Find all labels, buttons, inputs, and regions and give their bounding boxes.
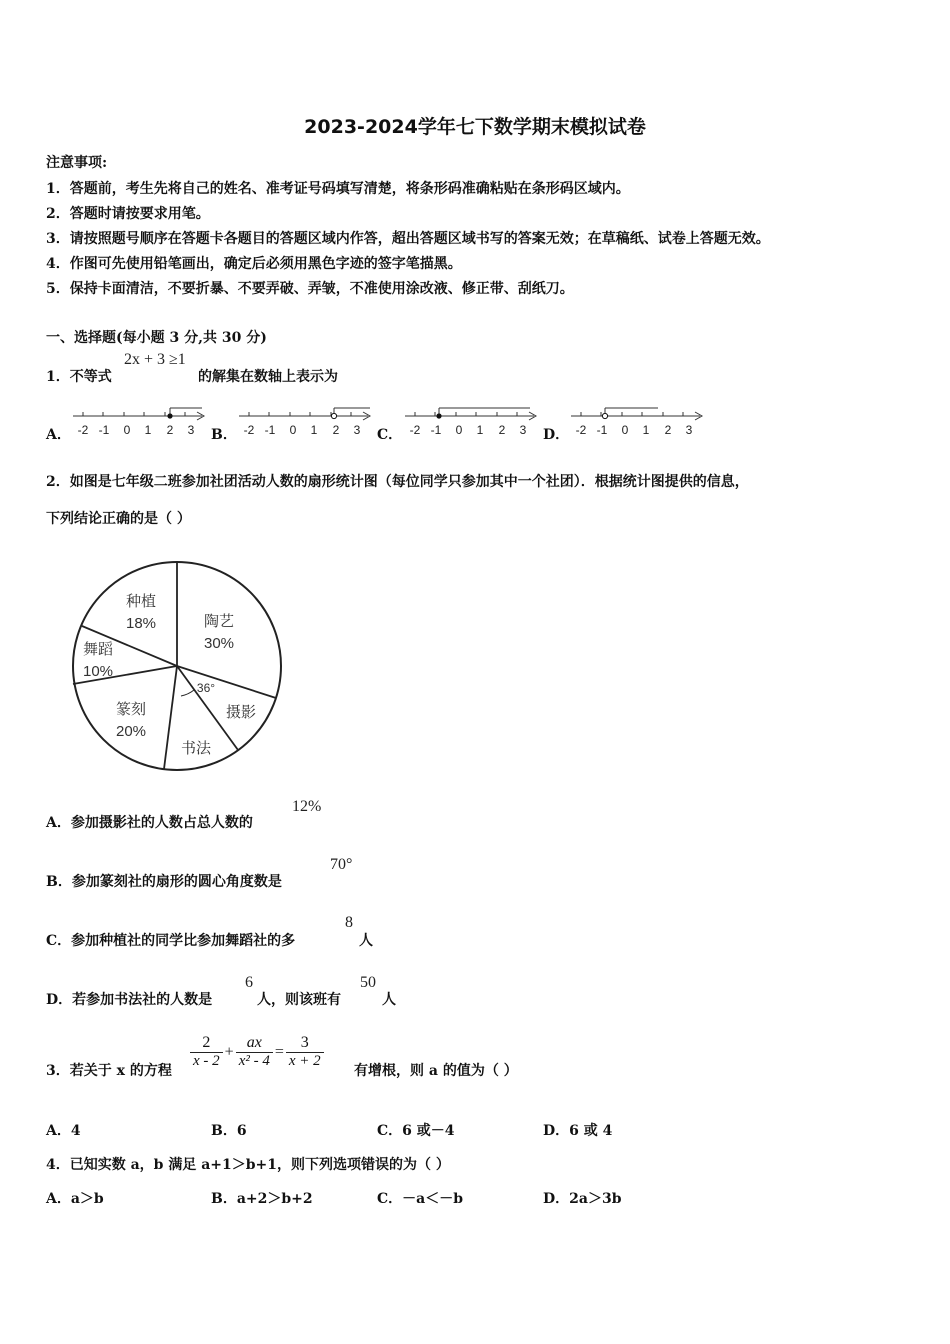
notice-heading: 注意事项: [46,155,108,171]
pie-percent-planting: 18% [125,615,157,632]
q2-pie-chart [68,556,288,778]
tick-label: -1 [98,423,110,437]
pie-label-seal-carving: 篆刻 [115,701,147,718]
tick-label: 1 [476,423,484,437]
q1-option-b-label: B． [211,427,237,443]
tick-label: 3 [353,423,361,437]
q3-equals: = [274,1043,284,1061]
tick-label: 2 [332,423,340,437]
q3-option-b: B．6 [211,1123,247,1139]
tick-label: 0 [123,423,131,437]
tick-label: -1 [264,423,276,437]
tick-label: 2 [664,423,672,437]
q1-number-line-b [236,404,376,440]
q2-option-d-tail: 人 [382,992,396,1008]
tick-label: 1 [310,423,318,437]
tick-label: 0 [455,423,463,437]
q3-suffix: 有增根，则 a 的值为（ ） [354,1063,518,1079]
tick-label: 3 [685,423,693,437]
pie-label-planting: 种植 [125,593,157,610]
tick-label: 2 [498,423,506,437]
tick-label: 1 [144,423,152,437]
q2-option-c-math: 8 [345,914,353,931]
q2-option-b-math: 70° [330,856,353,873]
page-title: 2023-2024学年七下数学期末模拟试卷 [304,116,646,138]
q3-option-d: D．6 或 4 [543,1123,613,1139]
q1-number-line-d [568,404,708,440]
notice-item-3: 3．请按照题号顺序在答题卡各题目的答题区域内作答，超出答题区域书写的答案无效；在草稿纸、试卷上答题无效。 [46,231,770,247]
q1-number-line-c [402,404,542,440]
q1-inequality: 2x + 3 ≥1 [124,351,186,368]
q1-prefix: 1．不等式 [46,369,112,385]
q2-line-1: 2．如图是七年级二班参加社团活动人数的扇形统计图（每位同学只参加其中一个社团）．根据统计图提供的信息， [46,474,749,490]
q1-number-line-a [70,404,210,440]
q2-option-a: A．参加摄影社的人数占总人数的 [46,815,253,831]
q1-option-d-label: D． [543,427,570,443]
q1-option-c-label: C． [377,427,403,443]
q2-option-d: D．若参加书法社的人数是 [46,992,213,1008]
tick-label: -2 [243,423,255,437]
q1-b-point [331,413,336,418]
q1-option-a-label: A． [46,427,71,443]
q4-option-a: A．a＞b [46,1191,104,1207]
q4-option-c: C．－a＜－b [377,1191,464,1207]
pie-percent-dance: 10% [82,663,114,680]
tick-label: -2 [409,423,421,437]
q3-plus: + [224,1043,234,1061]
q2-option-d-mid: 人，则该班有 [257,992,341,1008]
notice-item-1: 1．答题前，考生先将自己的姓名、准考证号码填写清楚，将条形码准确粘贴在条形码区域内。 [46,181,630,197]
tick-label: 1 [642,423,650,437]
q2-option-d-math: 6 [245,974,253,991]
tick-label: -1 [430,423,442,437]
pie-label-dance: 舞蹈 [82,641,114,658]
tick-label: 0 [289,423,297,437]
q4-option-d: D．2a＞3b [543,1191,622,1207]
q4-text: 4．已知实数 a，b 满足 a+1＞b+1，则下列选项错误的为（ ） [46,1157,450,1173]
q1-suffix: 的解集在数轴上表示为 [198,369,338,385]
q3-prefix: 3．若关于 x 的方程 [46,1063,172,1079]
q3-fraction-2: $\frac{ax}{\text{x² - 4}}$ [236,1034,273,1070]
q3-option-a: A．4 [46,1123,81,1139]
tick-label: 3 [519,423,527,437]
q2-option-c-tail: 人 [359,933,373,949]
tick-label: 2 [166,423,174,437]
tick-label: 0 [621,423,629,437]
q2-option-a-math: 12% [292,798,322,815]
q2-option-d-math2: 50 [360,974,376,991]
tick-label: 3 [187,423,195,437]
tick-label: -2 [77,423,89,437]
q3-equation [188,1034,326,1070]
notice-item-5: 5．保持卡面清洁，不要折暴、不要弄破、弄皱，不准使用涂改液、修正带、刮纸刀。 [46,281,574,297]
notice-item-4: 4．作图可先使用铅笔画出，确定后必须用黑色字迹的签字笔描黑。 [46,256,462,272]
q1-d-point [602,413,607,418]
q2-option-b: B．参加篆刻社的扇形的圆心角度数是 [46,874,282,890]
q2-option-c: C．参加种植社的同学比参加舞蹈社的多 [46,933,296,949]
pie-label-calligraphy: 书法 [180,740,212,757]
q4-option-b: B．a+2＞b+2 [211,1191,313,1207]
tick-label: -2 [575,423,587,437]
q3-option-c: C．6 或－4 [377,1123,455,1139]
notice-item-2: 2．答题时请按要求用笔。 [46,206,210,222]
q2-line-2: 下列结论正确的是（ ） [46,511,191,527]
q3-fraction-3: $\frac{3}{x + 2}$ [286,1034,324,1070]
q1-a-point [167,413,172,418]
pie-percent-pottery: 30% [203,635,235,652]
section-heading: 一、选择题(每小题 3 分,共 30 分) [46,330,267,346]
q1-c-point [436,413,441,418]
pie-percent-seal-carving: 20% [115,723,147,740]
pie-angle-label: 36° [196,681,216,695]
pie-label-photography: 摄影 [225,704,257,721]
pie-label-pottery: 陶艺 [203,613,235,630]
tick-label: -1 [596,423,608,437]
q3-fraction-1: $\frac{2}{x - 2}$ [190,1034,223,1070]
